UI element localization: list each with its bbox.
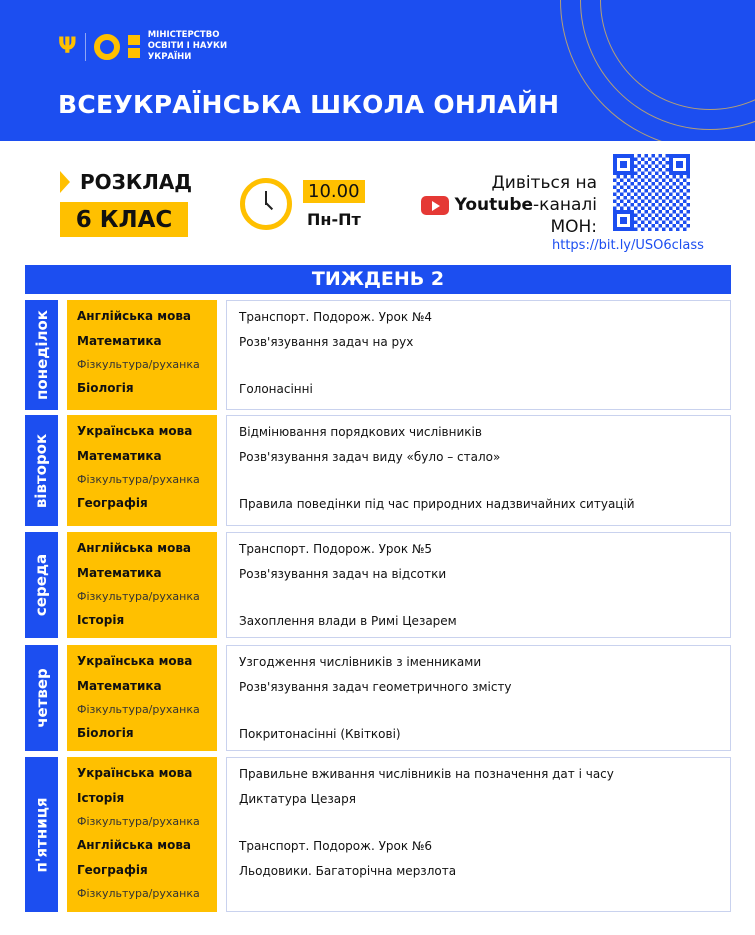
topic xyxy=(239,812,718,834)
topic: Відмінювання порядкових числівників xyxy=(239,425,482,439)
day-label xyxy=(25,300,58,410)
triangle-icon xyxy=(60,171,70,193)
watch-text xyxy=(421,172,597,238)
subject: Біологія xyxy=(77,381,134,395)
topic: Захоплення влади в Римі Цезарем xyxy=(239,614,457,628)
subject: Біологія xyxy=(77,726,134,740)
subjects-column xyxy=(67,532,217,638)
topic: Розв'язування задач на відсотки xyxy=(239,567,447,581)
subject: Фізкультура/руханка xyxy=(77,358,200,371)
subject: Фізкультура/руханка xyxy=(77,887,200,900)
watch-line: Дивіться на xyxy=(491,173,597,193)
day-row xyxy=(25,300,731,410)
topic xyxy=(239,355,718,377)
subject: Географія xyxy=(77,496,148,510)
day-name: середа xyxy=(32,553,51,617)
topic: Розв'язування задач на рух xyxy=(239,335,414,349)
subject: Математика xyxy=(77,566,162,580)
subject: Фізкультура/руханка xyxy=(77,473,200,486)
topic: Транспорт. Подорож. Урок №6 xyxy=(239,839,433,853)
day-row xyxy=(25,757,731,912)
subject: Англійська мова xyxy=(77,838,192,852)
youtube-label: Youtube xyxy=(454,195,534,215)
topic: Транспорт. Подорож. Урок №5 xyxy=(239,542,433,556)
days-label: Пн-Пт xyxy=(307,210,361,229)
subjects-column xyxy=(67,300,217,410)
topic xyxy=(239,700,718,722)
topic xyxy=(239,587,718,609)
day-label xyxy=(25,757,58,912)
day-name: понеділок xyxy=(32,310,51,400)
topic: Льодовики. Багаторічна мерзлота xyxy=(239,864,457,878)
topic: Покритонасінні (Квіткові) xyxy=(239,727,401,741)
topics-column xyxy=(226,532,731,638)
topic: Транспорт. Подорож. Урок №4 xyxy=(239,310,433,324)
day-label xyxy=(25,532,58,638)
topics-column xyxy=(226,415,731,526)
topic xyxy=(239,470,718,492)
ministry-line: ОСВІТИ І НАУКИ xyxy=(147,41,228,51)
topic: Правила поведінки під час природних надзвичайних ситуацій xyxy=(239,497,635,511)
day-name: вівторок xyxy=(32,433,51,508)
topic: Розв'язування задач геометричного змісту xyxy=(239,680,512,694)
subject: Математика xyxy=(77,679,162,693)
day-row xyxy=(25,645,731,751)
grade-badge: 6 КЛАС xyxy=(60,202,188,237)
subjects-column xyxy=(67,757,217,912)
time-badge: 10.00 xyxy=(303,180,365,203)
header xyxy=(0,0,755,141)
subject: Фізкультура/руханка xyxy=(77,590,200,603)
subject: Українська мова xyxy=(77,766,193,780)
day-label xyxy=(25,415,58,526)
subject: Математика xyxy=(77,449,162,463)
ministry-line: МІНІСТЕРСТВО xyxy=(147,30,220,40)
ministry-logo xyxy=(58,30,227,63)
week-title: ТИЖДЕНЬ 2 xyxy=(25,265,731,294)
youtube-link[interactable]: https://bit.ly/USO6class xyxy=(552,238,704,253)
subject: Українська мова xyxy=(77,654,193,668)
trident-icon: Ψ xyxy=(58,34,77,59)
subjects-column xyxy=(67,645,217,751)
subjects-column xyxy=(67,415,217,526)
subject: Математика xyxy=(77,334,162,348)
watch-line: МОН: xyxy=(550,217,597,237)
subject: Історія xyxy=(77,613,125,627)
topics-column xyxy=(226,757,731,912)
subject: Фізкультура/руханка xyxy=(77,703,200,716)
watch-line: -каналі xyxy=(533,195,597,215)
page-title: ВСЕУКРАЇНСЬКА ШКОЛА ОНЛАЙН xyxy=(58,90,560,119)
topics-column xyxy=(226,300,731,410)
topic: Узгодження числівників з іменниками xyxy=(239,655,482,669)
logo-ring xyxy=(94,34,120,60)
topics-column xyxy=(226,645,731,751)
topic: Голонасінні xyxy=(239,382,313,396)
topic: Розв'язування задач виду «було – стало» xyxy=(239,450,501,464)
topic: Правильне вживання числівників на позначення дат і часу xyxy=(239,767,614,781)
day-name: п'ятниця xyxy=(32,797,51,872)
subject: Українська мова xyxy=(77,424,193,438)
subject: Англійська мова xyxy=(77,541,192,555)
day-label xyxy=(25,645,58,751)
youtube-icon xyxy=(421,196,449,215)
schedule-label: РОЗКЛАД xyxy=(80,170,193,194)
topic: Диктатура Цезаря xyxy=(239,792,356,806)
subject: Фізкультура/руханка xyxy=(77,815,200,828)
subject: Географія xyxy=(77,863,148,877)
day-name: четвер xyxy=(32,668,51,728)
subject: Англійська мова xyxy=(77,309,192,323)
clock-icon xyxy=(240,178,292,230)
day-row xyxy=(25,415,731,526)
topic xyxy=(239,884,718,906)
subject: Історія xyxy=(77,791,125,805)
qr-code[interactable] xyxy=(613,154,690,231)
ministry-line: УКРАЇНИ xyxy=(147,52,192,62)
day-row xyxy=(25,532,731,638)
